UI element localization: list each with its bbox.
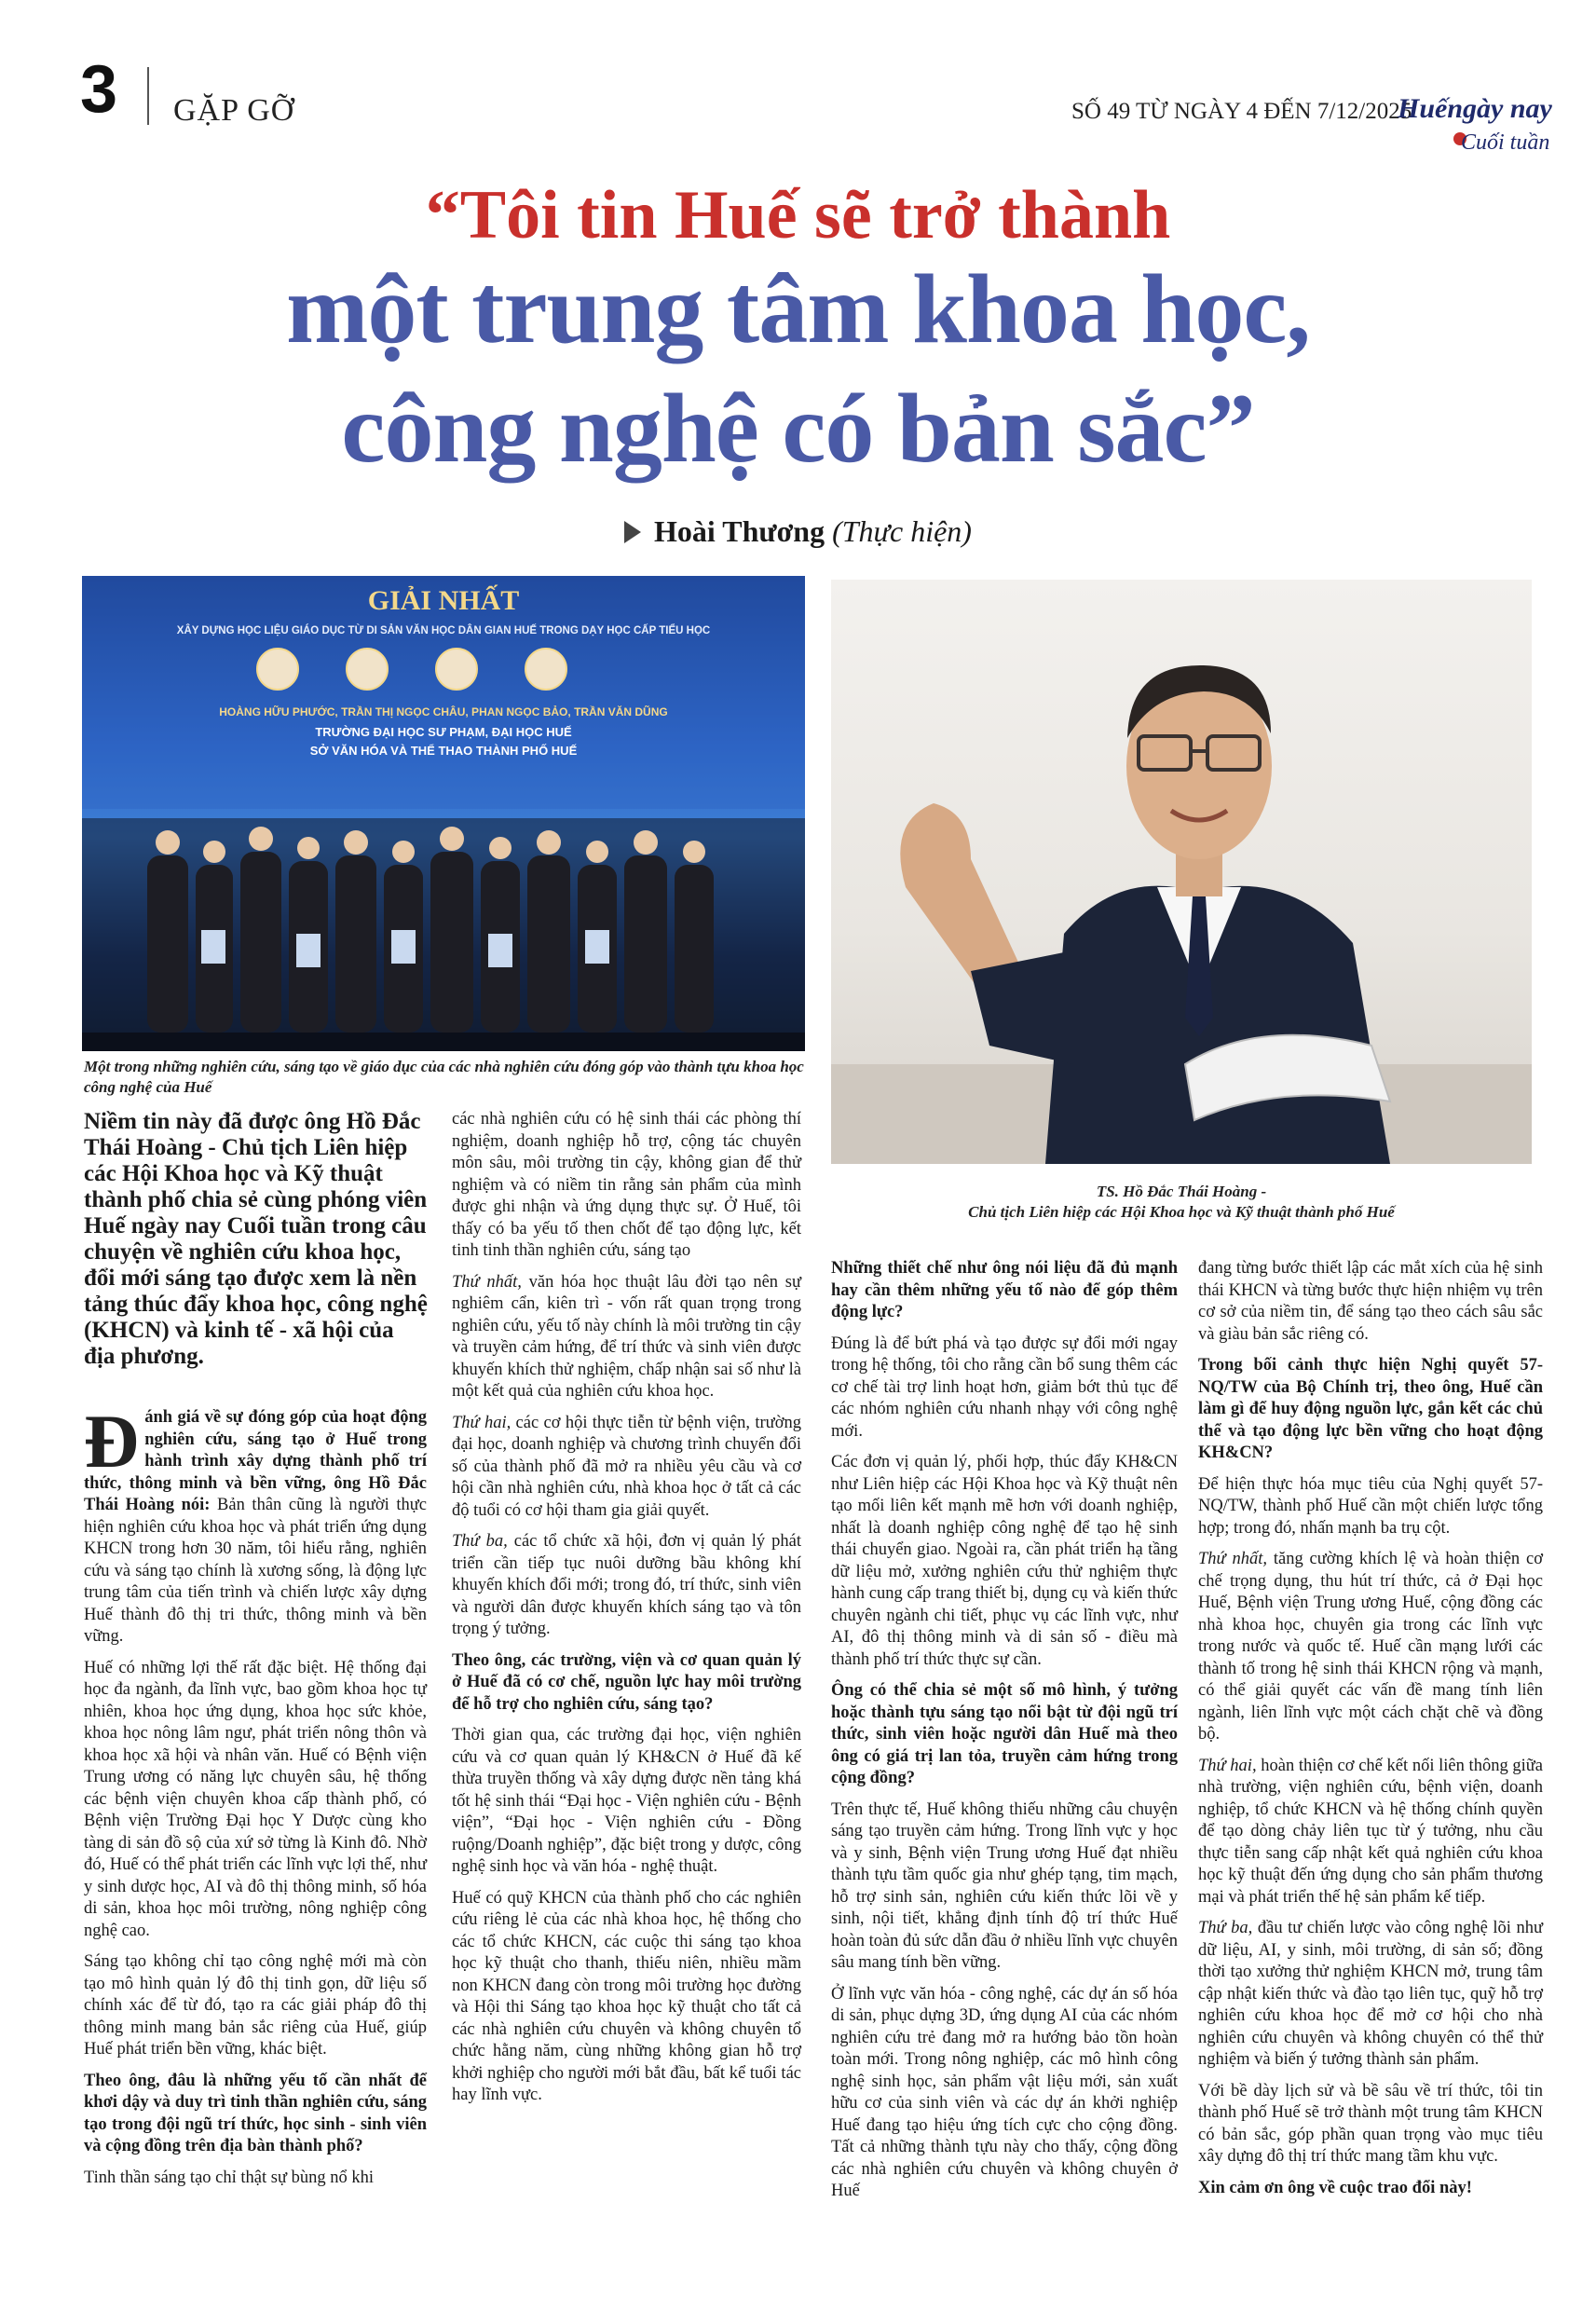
banner-subtitle: XÂY DỰNG HỌC LIỆU GIÁO DỤC TỪ DI SẢN VĂN HỌC DÂN GIAN HUẾ TRONG DẠY HỌC CẤP TIỂU HỌC: [176, 625, 711, 636]
article-column-2: [452, 1109, 801, 2116]
interview-question: Trong bối cảnh thực hiện Nghị quyết 57-NQ/TW của Bộ Chính trị, theo ông, Huế cần làm gì để huy động nguồn lực, gắn kết các chủ thể và tạo động lực bền vững cho hoạt động KH&CN?: [1198, 1356, 1543, 1462]
paragraph: Ở lĩnh vực văn hóa - công nghệ, các dự án số hóa di sản, phục dựng 3D, ứng dụng AI của các nhóm nghiên cứu trẻ đang mở ra hướng bảo tồn hoàn toàn mới. Trong nông nghiệp, các mô hình công nghệ sinh học, sản phẩm vật liệu mới, sản xuất hữu cơ của sinh viên và các dự án khởi nghiệp Huế đang tạo hiệu ứng tích cực cho cộng đồng. Tất cả những thành tựu này cho thấy, cộng đồng các nhà nghiên cứu chuyên và không chuyên ở Huế: [831, 1984, 1178, 2200]
paragraph: Thứ nhất, tăng cường khích lệ và hoàn thiện cơ chế trọng dụng, thu hút trí thức, cả ở Đại học Huế, Bệnh viện Trung ương Huế, cộng đồng các nhà khoa học, chuyên gia trong các lĩnh vực trong nước và quốc tế. Huế cần mạng lưới các thành tố trong hệ sinh thái KHCN rộng và mạnh, có thể giải quyết các vấn đề mang tính liên ngành, liên lĩnh vực một cách chặt chẽ và đồng bộ.: [1198, 1550, 1543, 1744]
paragraph: Thứ ba, đầu tư chiến lược vào công nghệ lõi như dữ liệu, AI, y sinh, môi trường, di sản số; đồng thời tạo xưởng thử nghiệm KHCN mở, trung tâm cập nhật kiến thức và đào tạo liên tục, quỹ hỗ trợ nghiên cứu khoa học để mở cơ hội cho nhà nghiên cứu chuyên và không chuyên có thể thử nghiệm và biến ý tưởng thành sản phẩm.: [1198, 1919, 1543, 2069]
banner-names: HOÀNG HỮU PHƯỚC, TRẦN THỊ NGỌC CHÂU, PHAN NGỌC BẢO, TRẦN VĂN DŨNG: [219, 705, 668, 718]
paragraph: Bản thân cũng là người thực hiện nghiên cứu khoa học và phát triển ứng dụng KHCN trong hơn 30 năm, tôi hiểu rằng, nghiên cứu và sáng tạo chính là xương sống, là động lực trung tâm của tiến trình và chiến lược xây dựng Huế thành đô thị tri thức, thông minh và bền vững.: [84, 1496, 427, 1646]
closing-line: Xin cảm ơn ông về cuộc trao đổi này!: [1198, 2178, 1472, 2197]
paragraph: Các đơn vị quản lý, phối hợp, thúc đẩy KH&CN như Liên hiệp các Hội Khoa học và Kỹ thuật nên tạo mối liên kết mạnh mẽ hơn với doanh nghiệp, nhất là doanh nghiệp công nghệ để tạo hệ sinh thái chuyển giao. Ngoài ra, cần phát triển hạ tầng dữ liệu mở, xưởng nghiên cứu thử nghiệm thực hành cung cấp trang thiết bị, dụng cụ và kiến thức chuyên ngành chi tiết, phục vụ các lĩnh vực, như AI, đô thị thông minh và di sản số - điều mà thành phố trí thức thực sự cần.: [831, 1453, 1178, 1669]
headline-line-3: công nghệ có bản sắc”: [341, 374, 1255, 483]
point-label: Thứ hai,: [452, 1413, 512, 1432]
paragraph: Huế có quỹ KHCN của thành phố cho các nghiên cứu riêng lẻ của các nhà khoa học, hệ thống cho các tổ chức KHCN, các cuộc thi sáng tạo khoa học kỹ thuật cho thanh, thiếu niên, nhiều mầm non KHCN đang còn trong môi trường học đường và Hội thi Sáng tạo khoa học kỹ thuật cho tất cả các nhà nghiên cứu chuyên và không chuyên tổ chức hằng năm, cùng những không gian hỗ trợ khởi nghiệp cho người mới bắt đầu, bất kể tuổi tác hay lĩnh vực.: [452, 1888, 801, 2104]
headline-line-1: “Tôi tin Huế sẽ trở thành: [425, 177, 1171, 253]
paragraph: đang từng bước thiết lập các mắt xích của hệ sinh thái KHCN và từng bước thực hiện nhiệm vụ trên cơ sở của niềm tin, để sáng tạo theo cách sâu sắc và giàu bản sắc riêng có.: [1198, 1259, 1543, 1344]
point-label: Thứ hai,: [1198, 1756, 1257, 1775]
headline-line-2: một trung tâm khoa học,: [286, 254, 1310, 363]
award-ceremony-photo: [82, 576, 805, 1051]
article-column-3: [831, 1258, 1178, 2212]
play-triangle-icon: [624, 521, 641, 543]
point-label: Thứ nhất,: [1198, 1550, 1267, 1568]
masthead-logo: Huếngày nay: [1398, 93, 1552, 124]
paragraph: Tinh thần sáng tạo chỉ thật sự bùng nổ khi: [84, 2168, 374, 2187]
caption-2-line-2: Chủ tịch Liên hiệp các Hội Khoa học và Kỹ thuật thành phố Huế: [968, 1203, 1395, 1221]
section-title: GẶP GỠ: [173, 93, 295, 128]
point-label: Thứ ba,: [452, 1532, 508, 1551]
interview-question: Theo ông, đâu là những yếu tố cần nhất để khơi dậy và duy trì tinh thần nghiên cứu, sáng tạo trong đội ngũ trí thức, học sinh - sinh viên và cộng đồng trên địa bàn thành phố?: [84, 2071, 427, 2155]
banner-title: GIẢI NHẤT: [367, 585, 520, 616]
byline: [0, 514, 1596, 549]
paragraph: Trên thực tế, Huế không thiếu những câu chuyện sáng tạo truyền cảm hứng. Trong lĩnh vực y học và y sinh, Bệnh viện Trung ương Huế đạt nhiều thành tựu tầm quốc gia như ghép tạng, tim mạch, hỗ trợ sinh sản, nghiên cứu kiến thức lõi về y sinh, nội tiết, khẳng định tính độ trí thức Huế hoàn toàn đủ sức dẫn đầu ở nhiều lĩnh vực chuyên sâu mang tính bền vững.: [831, 1799, 1178, 1972]
paragraph: Thứ ba, các tổ chức xã hội, đơn vị quản lý phát triển cần tiếp tục nuôi dưỡng bầu không khí khuyến khích đổi mới; trong đó, trí thức, sinh viên và người dân được khuyến khích sáng tạo và tôn trọng ý tưởng.: [452, 1532, 801, 1638]
masthead-logo-sub: Cuối tuần: [1461, 130, 1550, 155]
drop-cap: Đ: [84, 1399, 140, 1484]
paragraph: Thứ hai, hoàn thiện cơ chế kết nối liên thông giữa nhà trường, viện nghiên cứu, bệnh viện, doanh nghiệp, tổ chức KHCN và hệ thống chính quyền để tạo dòng chảy liên tục từ ý tưởng, nhu cầu thực tiễn sang cấp nhật kết quả nghiên cứu khoa học kỹ thuật đến ứng dụng cho sản phẩm thương mại và phát triển thế hệ sản phẩm kế tiếp.: [1198, 1756, 1543, 1907]
interview-question: Ông có thể chia sẻ một số mô hình, ý tưởng hoặc thành tựu sáng tạo nổi bật từ đội ngũ trí thức, sinh viên hoặc người dân Huế mà theo ông có giá trị lan tỏa, truyền cảm hứng trong cộng đồng?: [831, 1681, 1178, 1787]
award-ceremony-illustration: [82, 576, 805, 1051]
author-role: (Thực hiện): [832, 514, 972, 548]
caption-2-line-1: TS. Hồ Đắc Thái Hoàng -: [1096, 1183, 1267, 1200]
paragraph: Thứ nhất, văn hóa học thuật lâu đời tạo nên sự nghiêm cẩn, kiên trì - vốn rất quan trọng trong nghiên cứu, yếu tố này chính là môi trường tin cậy và truyền cảm hứng, để trí thức và sinh viên được khuyến khích thử nghiệm, chấp nhận sai số như là một kết quả của nghiên cứu khoa học.: [452, 1272, 801, 1401]
article-column-4: [1198, 1258, 1543, 2209]
point-label: Thứ nhất,: [452, 1272, 522, 1292]
intro-bold: ánh giá về sự đóng góp của hoạt động nghiên cứu, sáng tạo ở Huế trong hành trình xây dựng thành phố trí thức, thông minh và bền vững, ông Hồ Đắc Thái Hoàng nói:: [84, 1408, 427, 1514]
paragraph: Sáng tạo không chỉ tạo công nghệ mới mà còn tạo mô hình quản lý đô thị tinh gọn, dữ liệu số chính xác để từ đó, tạo ra các giải pháp đô thị thông minh mang bản sắc riêng của Huế, giúp Huế phát triển bền vững, khác biệt.: [84, 1952, 427, 2059]
paragraph: Thứ hai, các cơ hội thực tiễn từ bệnh viện, trường đại học, doanh nghiệp và chương trình chuyển đổi số của thành phố đã mở ra nhiều yêu cầu và cơ hội cần nhà nghiên cứu, nhà khoa học ở tất cả các độ tuổi có cơ hội tham gia giải quyết.: [452, 1413, 801, 1520]
paragraph: Đúng là để bứt phá và tạo được sự đổi mới ngay trong hệ thống, tôi cho rằng cần bổ sung thêm các cơ chế tài trợ linh hoạt hơn, giảm bớt thủ tục để các nhóm nghiên cứu nhanh nhạy với công nghệ mới.: [831, 1334, 1178, 1441]
paragraph: Thời gian qua, các trường đại học, viện nghiên cứu và cơ quan quản lý KH&CN ở Huế đã kế thừa truyền thống và xây dựng được nền tảng khá tốt hệ sinh thái “Đại học - Viện nghiên cứu - Bệnh viện”, “Đại học - Viện nghiên cứu - Đồng ruộng/Doanh nghiệp”, đặc biệt trong y dược, công nghệ sinh học và văn hóa - nghệ thuật.: [452, 1726, 801, 1876]
paragraph: Huế có những lợi thế rất đặc biệt. Hệ thống đại học đa ngành, đa lĩnh vực, bao gồm khoa học tự nhiên, khoa học ứng dụng, khoa học sức khỏe, khoa học nông lâm ngư, phát triển nông thôn và khoa học xã hội và nhân văn. Huế có Bệnh viện Trung ương có năng lực chuyên sâu, hệ thống các bệnh viện chuyên khoa cấp thành phố, có Bệnh viện Trường Đại học Y Dược cùng kho tàng di sản đồ sộ của xứ sở từng là Kinh đô. Nhờ đó, Huế có thể phát triển các lĩnh vực lợi thế, như y sinh dược học, AI và đô thị thông minh, số hóa di sản, khoa học môi trường, nông nghiệp công nghệ cao.: [84, 1658, 427, 1940]
header-divider: [147, 67, 149, 125]
intro-paragraph: [84, 1399, 427, 1648]
portrait-illustration: [831, 580, 1532, 1164]
interview-question: Theo ông, các trường, viện và cơ quan quản lý ở Huế đã có cơ chế, nguồn lực hay môi trường để hỗ trợ cho nghiên cứu, sáng tạo?: [452, 1650, 801, 1714]
issue-info: SỐ 49 TỪ NGÀY 4 ĐẾN 7/12/2025: [1071, 99, 1412, 124]
point-label: Thứ ba,: [1198, 1919, 1253, 1937]
banner-org-1: TRƯỜNG ĐẠI HỌC SƯ PHẠM, ĐẠI HỌC HUẾ: [315, 725, 572, 739]
portrait-photo: [831, 580, 1532, 1164]
banner-org-2: SỞ VĂN HÓA VÀ THỂ THAO THÀNH PHỐ HUẾ: [309, 744, 578, 758]
article-column-1: [84, 1399, 427, 2198]
paragraph: Để hiện thực hóa mục tiêu của Nghị quyết 57-NQ/TW, thành phố Huế cần một chiến lược tổng hợp; trong đó, nhấn mạnh ba trụ cột.: [1198, 1474, 1543, 1538]
paragraph: các nhà nghiên cứu có hệ sinh thái các phòng thí nghiệm, doanh nghiệp hỗ trợ, cộng tác chuyên môn sâu, môi trường tin cậy, không gian để thử nghiệm và có niềm tin rằng sản phẩm của mình được ghi nhận và ứng dụng thực sự. Ở Huế, tôi thấy có ba yếu tố then chốt để tạo động lực, kết tinh tinh thần nghiên cứu, sáng tạo: [452, 1110, 801, 1260]
author-name: Hoài Thương: [654, 514, 825, 548]
photo-caption-2: [831, 1182, 1532, 1223]
paragraph: Với bề dày lịch sử và bề sâu về trí thức, tôi tin thành phố Huế sẽ trở thành một trung tâm KHCN có bản sắc, góp phần quan trọng vào mục tiêu xây dựng đô thị trí thức mang tầm khu vực.: [1198, 2081, 1543, 2166]
page-number: 3: [80, 52, 118, 127]
photo-caption-1: Một trong những nghiên cứu, sáng tạo về giáo dục của các nhà nghiên cứu đóng góp vào thành tựu khoa học công nghệ của Huế: [84, 1058, 804, 1096]
lead-paragraph: Niềm tin này đã được ông Hồ Đắc Thái Hoàng - Chủ tịch Liên hiệp các Hội Khoa học và Kỹ thuật thành phố chia sẻ cùng phóng viên Huế ngày nay Cuối tuần trong câu chuyện về nghiên cứu khoa học, đổi mới sáng tạo được xem là nền tảng thúc đẩy khoa học, công nghệ (KHCN) và kinh tế - xã hội của địa phương.: [84, 1109, 428, 1369]
interview-question: Những thiết chế như ông nói liệu đã đủ mạnh hay cần thêm những yếu tố nào để góp thêm động lực?: [831, 1259, 1178, 1321]
